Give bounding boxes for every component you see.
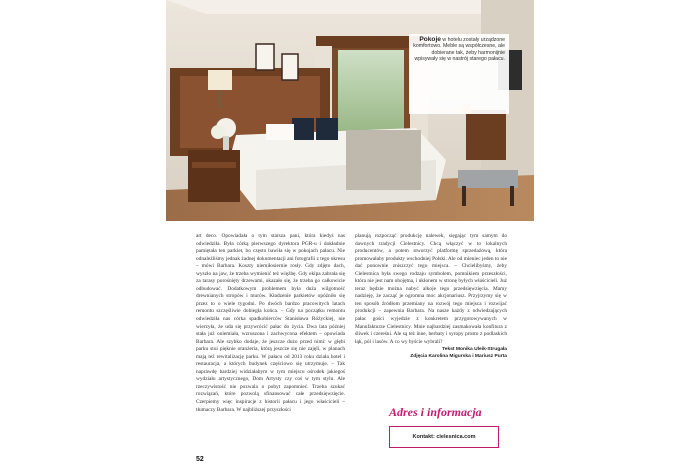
column-2-text: planują rozpocząć produkcję nalewek, sięgając tym samym do dawnych tradycji Cielestnicy. Chcą włączyć w to lokalnych producentów, a potem stworzyć platformę sprzedażową, która promowałaby produkty wschodniej Polski. Ale od mieniec jeden to nie dać ponownie zniszczyć tego miejsca. – Chcielibyśmy, żeby Cielestnica była swego rodzaju symbolem, pomnikiem przeszłości, która nie jest nam obojętna, i ukłonem w stronę byłych właścicieli. Już teraz będzie można nabyć alkoje tego przedsięwzięcia. Mamy nadzieję, że zacząć je ogromna moc akcjonariusz. Przyjrzymy się w ten sposób źródłom przemiany na rozwój tego miejsca i rozwijać produkcji – zapewnia Barbara. Na nasze każdy z odwiedzających pałac gości wyjedzie z konkretem przygotowywanych w Manufakturze Cielestnicy. Mnie najbardziej zasmakowała konfitura z śliwek i czereśni. Ale są też inne, herbaty i syropy prosto z podlaskich łąk, pól i lasów. A co wy byście wybrali? <box>355 233 507 345</box>
contact-link[interactable]: Kontakt: cielesnica.com <box>412 434 476 440</box>
info-box-title: Adres i informacja <box>389 405 482 419</box>
info-box <box>389 426 499 448</box>
caption-lead: Pokoje <box>419 36 441 43</box>
text-credit: Tekst Monika Uleik-Strugała <box>442 347 507 353</box>
photo-credit: Zdjęcia Karolina Migurska i Mariusz Purta <box>410 354 507 360</box>
page-number: 52 <box>196 456 204 463</box>
caption-text: w hotelu zostały urządzone komfortowo. Meble są współczesne, ale dobierane tak, żeby harmonijnie wpisywały się w nastrój starego pałacu. <box>413 37 505 62</box>
photo-caption <box>409 34 509 114</box>
article-column-2 <box>355 233 507 361</box>
article-column-1 <box>196 233 345 414</box>
column-1-text: art deco. Opowiadała o tym starsza pani, która kiedyś nas odwiedziła. Była córką pierwszego dyrektora PGR-u i dokładnie pamiętała ten parkiet, bo często bawiła się w pokojach pałacu. Nie odnaleźliśmy jednak żadnej dokumentacji ani fotografii z tego okresu – mówi Barbara. Koszty niemiłosiernie rosły. Gdy zdjęto dach, wyszło na jaw, że trzeba wymienić też więźbę. Gdy ekipa zabrała się za tarasy porośnięty drzewami, okazało się, że trzeba go całkowicie odbudować. Dodatkowym problemem była duża wilgotność drewnianych stropów i murów. Kładzenie parkietów opóźniło się przez to o wiele tygodni. Po dwóch bardzo pracowitych latach remontu szczęśliwie dobiegła końca. – Gdy na początku remontu odwiedziła nas córka spadkobierców Stanisława Różyckiej, nie wierzyła, że uda się przywrócić pałac do życia. Dwa lata później stała już oniemiała, wzruszona i zachwycona efektem – opowiada Barbara. Ale szybko dodaje, że jeszcze dużo przed nimi: w głębi parku stoi pięknie oranżeria, którą jeszcze się nie zajęli, w planach mają też rewitalizację parku. W pałacu od 2013 roku działa hotel i restauracja, a których budynek częściowo się utrzymuje. – Tak naprawdę bardziej widziałabym w tym miejscu ośrodek jakiegoś wydziału artystycznego, Dom Artysty czy coś w tym stylu. Ale rzeczywistość nie pozwala o pobyt zapomnieć. Trzeba szukać rozwiązań, które pozwolą sfinansować całe przedsięwzięcie. Czerpiemy więc inspiracje z historii pałacu i jego właścicieli – tłumaczy Barbara. W najbliższej przyszłości <box>196 233 345 413</box>
